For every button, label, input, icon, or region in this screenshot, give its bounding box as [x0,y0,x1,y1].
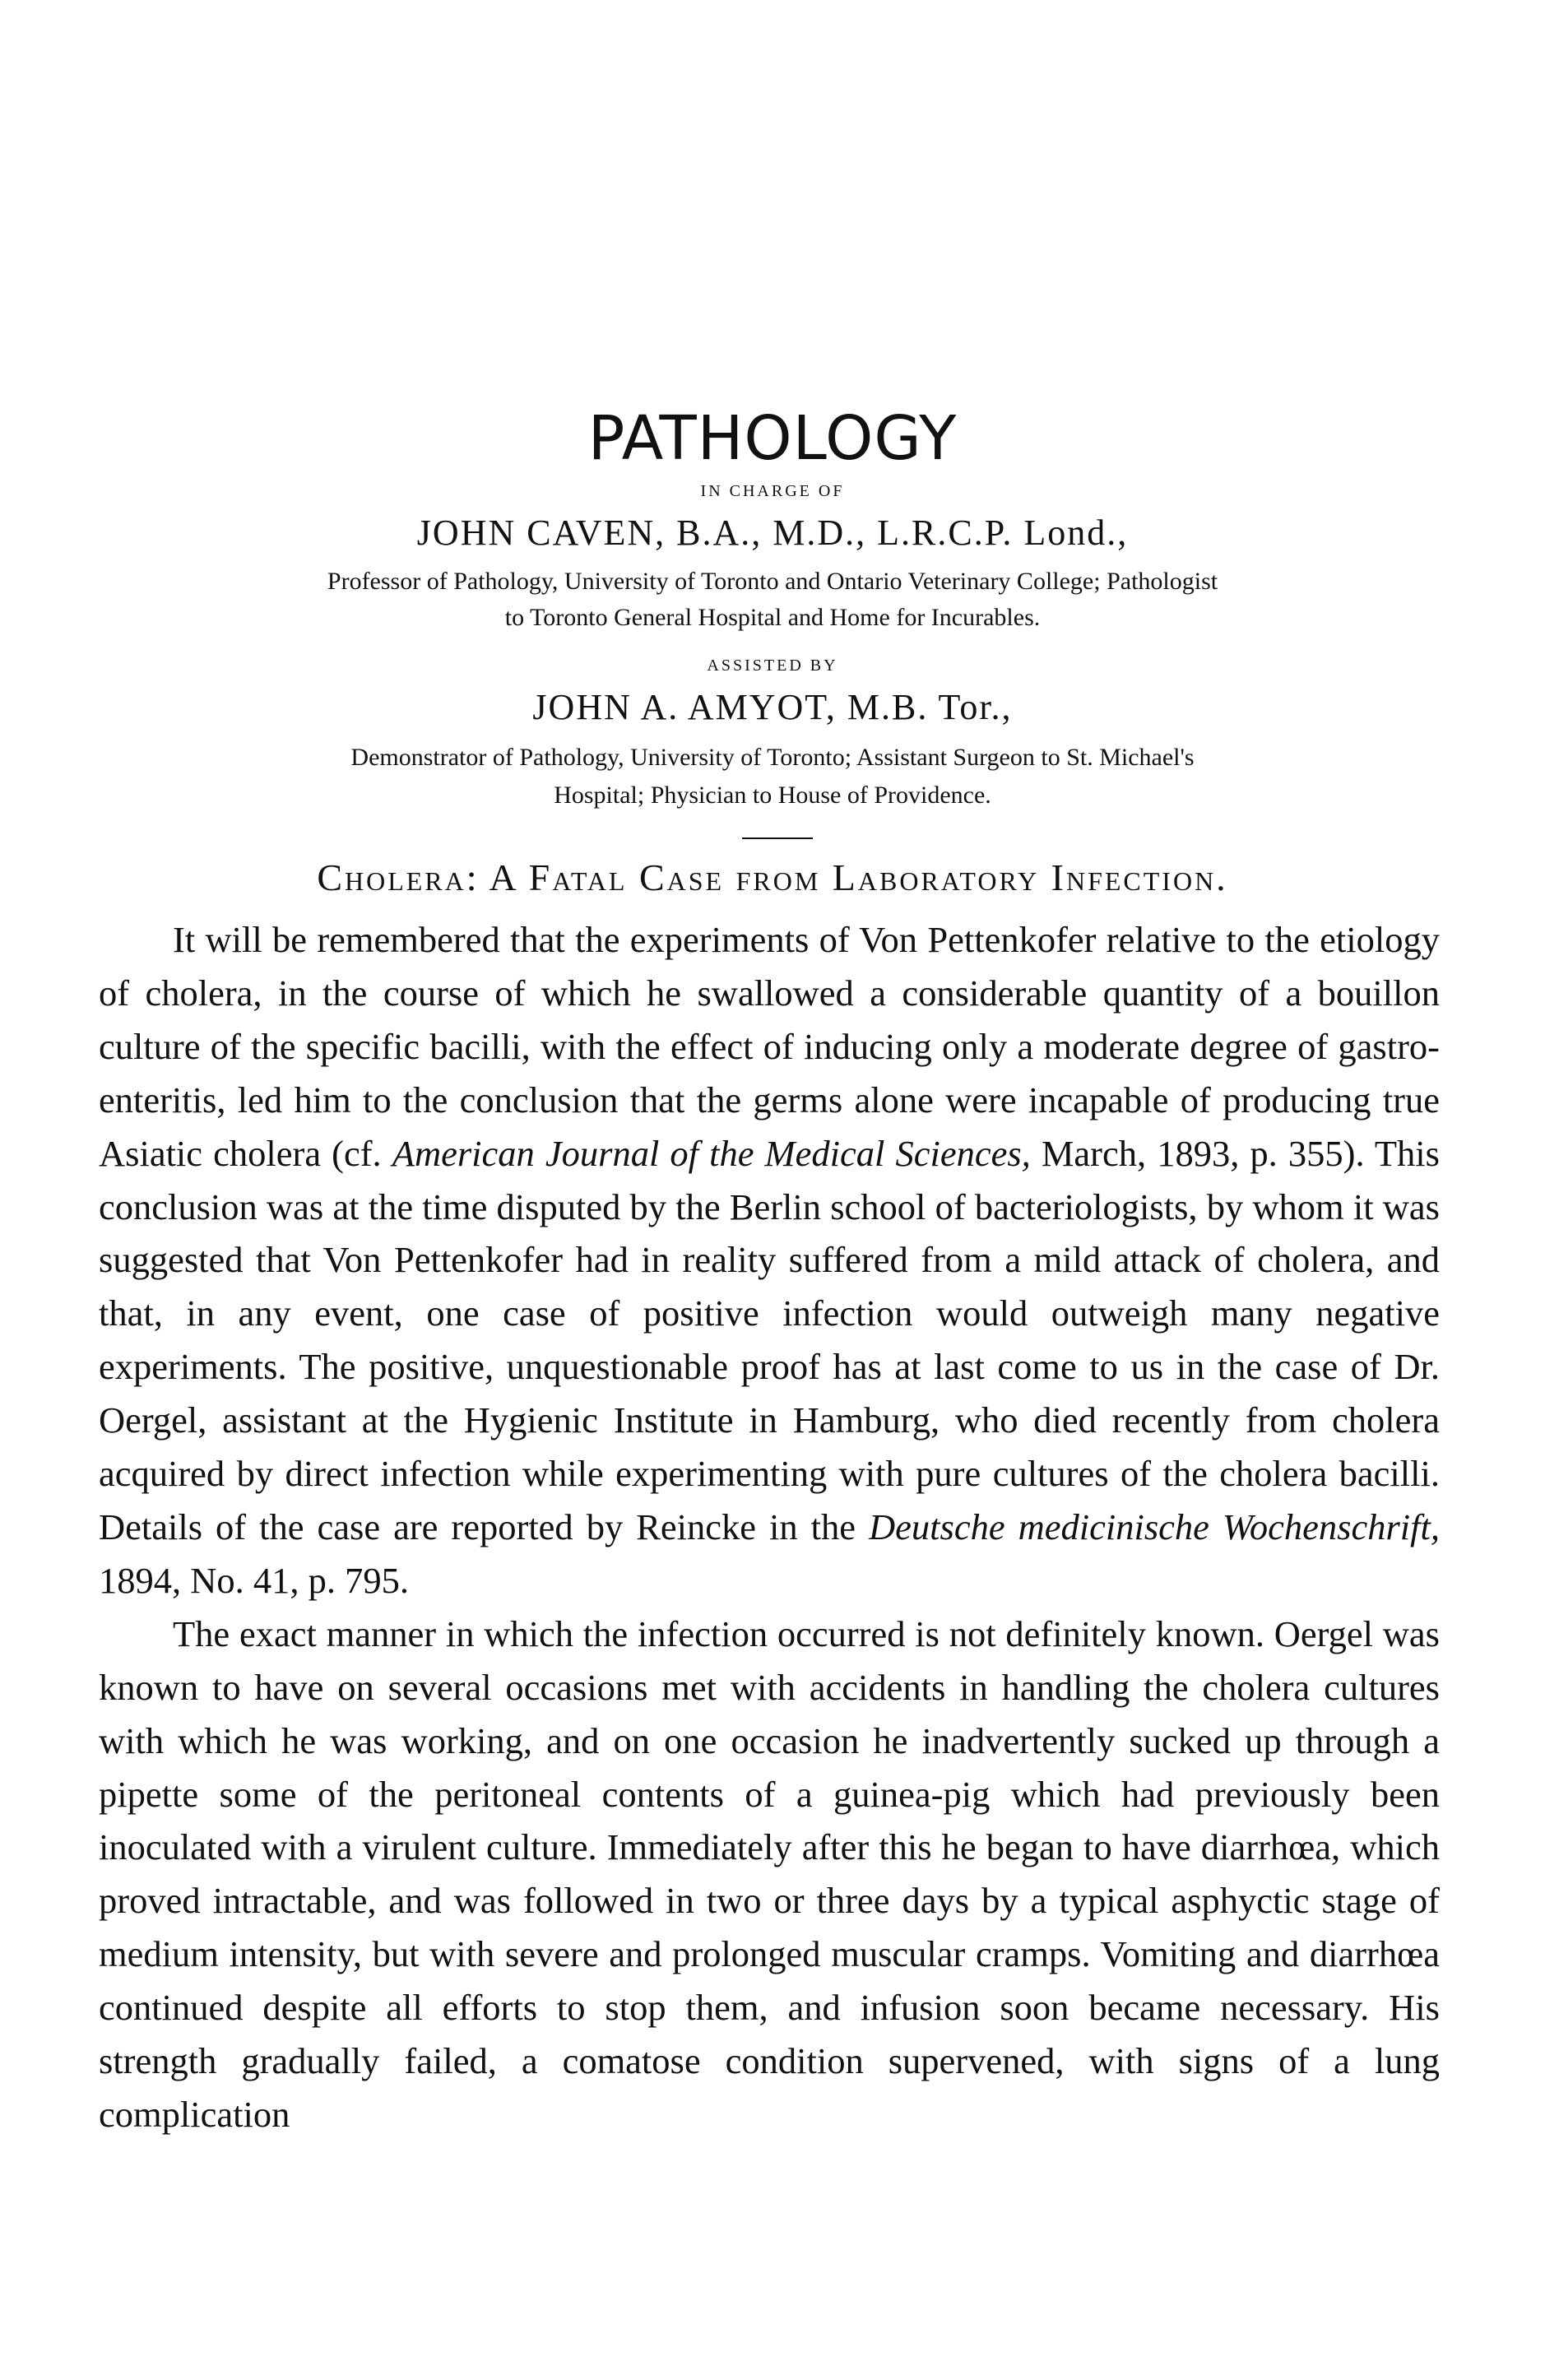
in-charge-label: IN CHARGE OF [700,482,845,500]
assistant-affiliation-line-2: Hospital; Physician to House of Providence. [554,782,991,809]
journal-citation-2: Deutsche medicinische Wochenschrift, [869,1505,1440,1547]
paragraph-1-text-c: 1894, No. 41, p. 795. [99,1559,410,1601]
paragraph-2: The exact manner in which the infection occurred is not definitely known. Oergel was known to have on several occasions met with accidents in handling the cholera cultures with which he was working, and on one occasion he inadvertently sucked up through a pipette some of the peritoneal contents of a guinea-pig which had previously been inoculated with a virulent culture. Immediately after this he began to have diarrhœa, which proved intractable, and was followed in two or three days by a typical asphyctic stage of medium intensity, but with severe and prolonged muscular cramps. Vomiting and diarrhœa continued despite all efforts to stop them, and infusion soon became necessary. His strength gradually failed, a comatose condition supervened, with signs of a lung complication [99,1612,1440,2135]
editor-name: JOHN CAVEN, B.A., M.D., L.R.C.P. Lond., [416,513,1129,553]
editor-affiliation-line-1: Professor of Pathology, University of Toronto and Ontario Veterinary College; Pathologist [327,568,1218,595]
editor-affiliation-line-2: to Toronto General Hospital and Home for Incurables. [504,604,1041,631]
paragraph-1-text-b: March, 1893, p. 355). This conclusion was at the time disputed by the Berlin school of bacteriologists, by whom it was suggested that Von Pettenkofer had in reality suffered from a mild attack of cholera, and that, in any event, one case of positive infection would outweigh many negative experiments. The positive, unquestionable proof has at last come to us in the case of Dr. Oergel, assistant at the Hygienic Institute in Hamburg, who died recently from cholera acquired by direct infection while experimenting with pure cultures of the cholera bacilli. Details of the case are reported by Reincke in the [99,1132,1440,1547]
assistant-name: JOHN A. AMYOT, M.B. Tor., [532,687,1013,727]
divider-rule [742,837,813,839]
journal-citation-1: American Journal of the Medical Sciences, [392,1132,1031,1174]
section-heading: PATHOLOGY [587,403,958,474]
paragraph-1 [99,913,1440,1608]
article-title: Cholera: A Fatal Case from Laboratory Infection. [317,856,1228,898]
assisted-by-label: ASSISTED BY [707,656,838,675]
article-body [99,913,1440,2141]
paragraph-1-text-a: It will be remembered that the experiments of Von Pettenkofer relative to the etiology of cholera, in the course of which he swallowed a considerable quantity of a bouillon culture of the specific bacilli, with the effect of inducing only a moderate degree of gastro-enteritis, led him to the conclusion that the germs alone were incapable of producing true Asiatic cholera (cf. [99,919,1440,1174]
assistant-affiliation-line-1: Demonstrator of Pathology, University of Toronto; Assistant Surgeon to St. Michael's [350,744,1195,771]
